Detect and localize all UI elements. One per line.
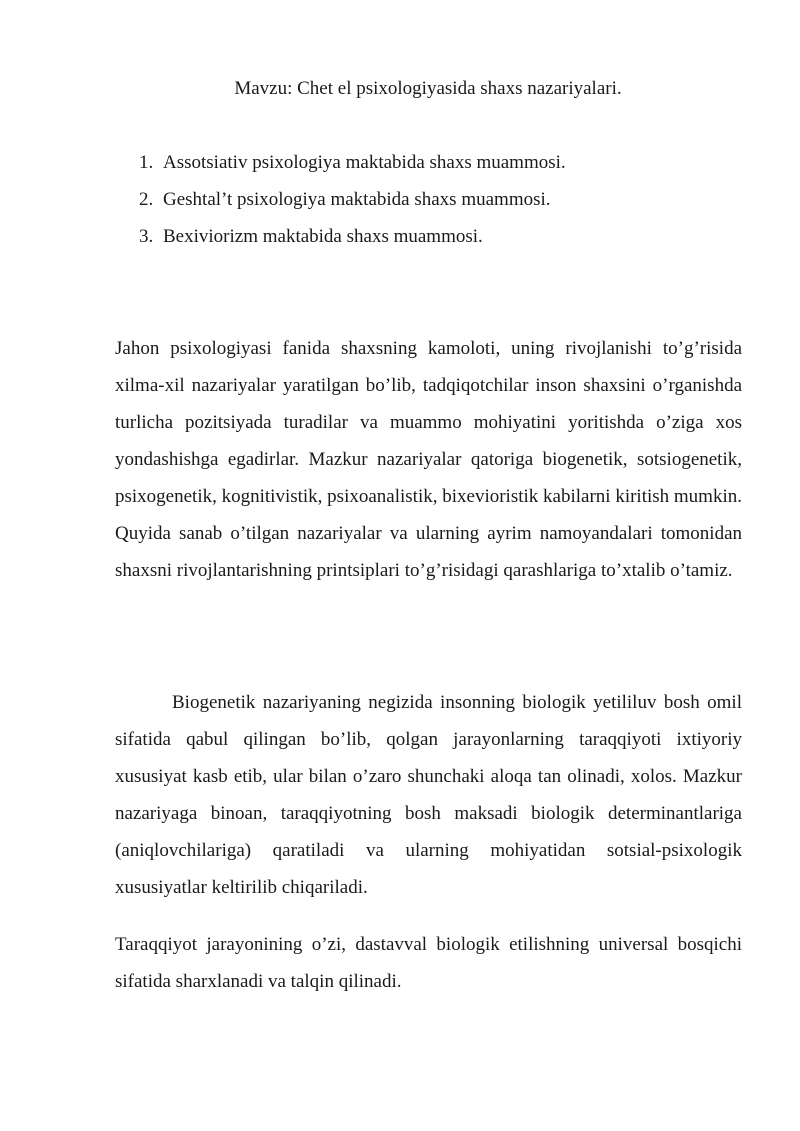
body-paragraph: Jahon psixologiyasi fanida shaxsning kamoloti, uning rivojlanishi to’g’risida xilma-xil nazariyalar yaratilgan bo’lib, tadqiqotchilar inson shaxsini o’rganishda turlicha pozitsiyada turadilar va muammo mohiyatini yoritishda o’ziga xos yondashishga egadirlar. Mazkur nazariyalar qatoriga biogenetik, sotsiogenetik, psixogenetik, kognitivistik, psixoanalistik, bixevioristik kabilarni kiritish mumkin. Quyida sanab o’tilgan nazariyalar va ularning ayrim namoyandalari tomonidan shaxsni rivojlantarishning printsiplari to’g’risidagi qarashlariga to’xtalib o’tamiz. [115, 338, 742, 581]
topic-outline [139, 151, 566, 262]
outline-item-text: Geshtal’t psixologiya maktabida shaxs muammosi. [163, 189, 551, 210]
body-paragraph: Taraqqiyot jarayonining o’zi, dastavval biologik etilishning universal bosqichi sifatida sharxlanadi va talqin qilinadi. [115, 934, 742, 992]
outline-item-text: Assotsiativ psixologiya maktabida shaxs muammosi. [163, 152, 566, 173]
outline-item [139, 151, 566, 188]
outline-item-number: 1. [139, 152, 154, 173]
outline-item [139, 188, 566, 225]
outline-item-number: 3. [139, 226, 154, 247]
outline-item [139, 225, 566, 262]
outline-item-text: Bexiviorizm maktabida shaxs muammosi. [163, 226, 483, 247]
document-title: Mavzu: Chet el psixologiyasida shaxs nazariyalari. [234, 78, 622, 99]
outline-item-number: 2. [139, 189, 154, 210]
body-paragraph: Biogenetik nazariyaning negizida insonning biologik yetililuv bosh omil sifatida qabul qilingan bo’lib, qolgan jarayonlarning taraqqiyoti ixtiyoriy xususiyat kasb etib, ular bilan o’zaro shunchaki aloqa tan olinadi, xolos. Mazkur nazariyaga binoan, taraqqiyotning bosh maksadi biologik determinantlariga (aniqlovchilariga) qaratiladi va ularning mohiyatidan sotsial-psixologik xususiyatlar keltirilib chiqariladi. [115, 692, 742, 898]
